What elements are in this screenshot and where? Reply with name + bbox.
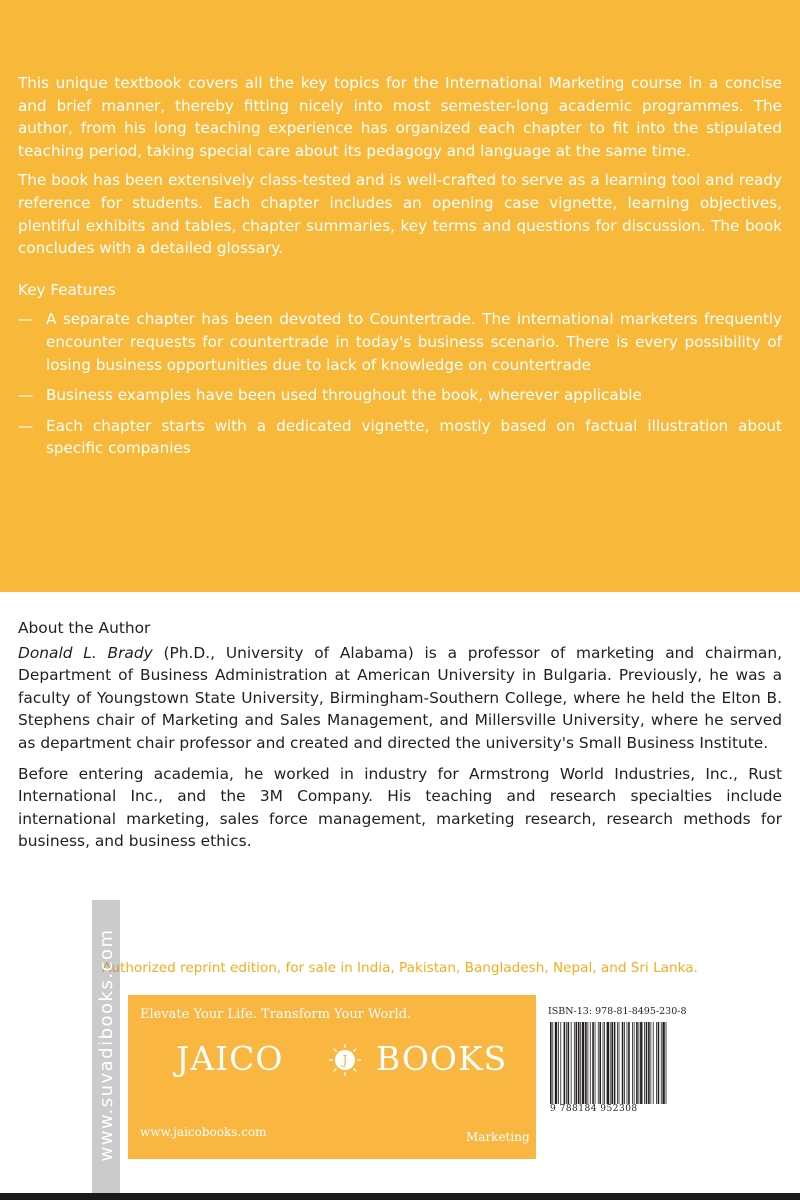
- author-bio-paragraph-1: [18, 642, 782, 755]
- barcode-bar: [619, 1022, 620, 1104]
- barcode-digits: 9 788184 952308: [550, 1104, 638, 1114]
- brand-word-right: BOOKS: [376, 1039, 508, 1078]
- barcode-bar: [610, 1022, 611, 1104]
- isbn-label: ISBN-13: 978-81-8495-230-8: [548, 1006, 687, 1017]
- barcode-bar: [576, 1022, 578, 1104]
- barcode-bar: [571, 1022, 572, 1104]
- barcode-bar: [607, 1022, 609, 1104]
- dash-bullet: —: [18, 310, 34, 329]
- dash-bullet: —: [18, 386, 34, 405]
- description-paragraph-1: This unique textbook covers all the key topics for the International Marketing course in a concise and brief manner, thereby fitting nicely into most semester-long academic programmes. The author, from his long teaching experience has organized each chapter to fit into the stipulated teaching period, taking special care about its pedagogy and language at the same time.: [18, 74, 782, 160]
- barcode-bar: [634, 1022, 635, 1104]
- barcode-bar: [611, 1022, 613, 1104]
- barcode-bar: [587, 1022, 588, 1104]
- barcode-bar: [574, 1022, 575, 1104]
- feature-text: Business examples have been used throughout the book, wherever applicable: [46, 386, 642, 405]
- barcode-bar: [592, 1022, 594, 1104]
- description-panel: [0, 0, 800, 592]
- brand-word-left: JAICO: [176, 1039, 284, 1078]
- barcode-bar: [632, 1022, 633, 1104]
- bottom-edge-bar: [0, 1193, 800, 1200]
- reprint-notice: Authorized reprint edition, for sale in India, Pakistan, Bangladesh, Nepal, and Sri Lanka.: [102, 960, 698, 976]
- publisher-website: www.jaicobooks.com: [140, 1125, 267, 1139]
- key-features-heading: Key Features: [18, 280, 116, 299]
- barcode-bar: [582, 1022, 584, 1104]
- logo-letter: J: [342, 1053, 348, 1069]
- barcode-bar: [555, 1022, 557, 1104]
- barcode-bar: [564, 1022, 566, 1104]
- feature-text: Each chapter starts with a dedicated vignette, mostly based on factual illustration about specific companies: [46, 416, 782, 458]
- barcode-bar: [550, 1022, 552, 1104]
- barcode-bar: [662, 1022, 664, 1104]
- barcode-icon: [550, 1022, 668, 1104]
- dash-bullet: —: [18, 416, 34, 435]
- barcode-bar: [566, 1022, 567, 1104]
- barcode-bar: [646, 1022, 648, 1104]
- barcode-bar: [603, 1022, 604, 1104]
- barcode-bar: [627, 1022, 628, 1104]
- barcode-bar: [648, 1022, 650, 1104]
- author-name: Donald L. Brady: [18, 643, 153, 662]
- barcode-bar: [568, 1022, 570, 1104]
- barcode-bar: [595, 1022, 596, 1104]
- author-bio-paragraph-2: Before entering academia, he worked in industry for Armstrong World Industries, Inc., Rust International Inc., and the 3M Company. His teaching and research specialties include international marketing, sales force management, marketing research, research methods for business, and business ethics.: [18, 764, 782, 851]
- barcode-bar: [666, 1022, 667, 1104]
- barcode-bar: [598, 1022, 599, 1104]
- barcode-bar: [585, 1022, 587, 1104]
- about-author-heading: About the Author: [18, 619, 151, 637]
- barcode-bar: [622, 1022, 624, 1104]
- barcode-bar: [656, 1022, 657, 1104]
- barcode-bar: [624, 1022, 625, 1104]
- description-paragraph-2: The book has been extensively class-tested and is well-crafted to serve as a learning tool and ready reference for students. Each chapter includes an opening case vignette, learning objectives, plentiful exhibits and tables, chapter summaries, key terms and questions for discussion. The book concludes with a detailed glossary.: [18, 171, 782, 258]
- watermark-strip: [92, 900, 120, 1200]
- barcode-bar: [653, 1022, 654, 1104]
- barcode-bar: [661, 1022, 662, 1104]
- barcode-bar: [590, 1022, 591, 1104]
- sun-logo-icon: [328, 1043, 362, 1077]
- barcode-area: [536, 1000, 687, 1120]
- barcode-bar: [658, 1022, 660, 1104]
- feature-item: [18, 415, 782, 460]
- barcode-bar: [614, 1022, 616, 1104]
- publisher-tagline: Elevate Your Life. Transform Your World.: [140, 1007, 412, 1022]
- barcode-bar: [650, 1022, 651, 1104]
- barcode-bar: [578, 1022, 580, 1104]
- feature-item: [18, 308, 782, 376]
- watermark-text: www.suvadibooks.com: [96, 928, 117, 1162]
- barcode-bar: [560, 1022, 561, 1104]
- barcode-bar: [617, 1022, 618, 1104]
- author-bio-text: (Ph.D., University of Alabama) is a professor of marketing and chairman, Department of Business Administration at American University in Bulgaria. Previously, he was a faculty of Youngstown State University, Birmingham-Southern College, where he held the Elton B. Stephens chair of Marketing and Sales Management, and Millersville University, where he served as department chair professor and created and directed the university's Small Business Institute.: [18, 643, 782, 752]
- feature-text: A separate chapter has been devoted to Countertrade. The international marketers frequently encounter requests for countertrade in today's business scenario. There is every possibility of losing business opportunities due to lack of knowledge on countertrade: [46, 310, 782, 374]
- feature-item: [18, 384, 782, 407]
- book-description: [18, 72, 782, 468]
- book-category: Marketing: [466, 1130, 530, 1144]
- about-author-section: [18, 617, 782, 861]
- barcode-bar: [580, 1022, 581, 1104]
- publisher-brand: [128, 1039, 536, 1089]
- barcode-bar: [599, 1022, 601, 1104]
- barcode-bar: [628, 1022, 630, 1104]
- barcode-bar: [558, 1022, 559, 1104]
- barcode-bar: [640, 1022, 642, 1104]
- barcode-bar: [604, 1022, 605, 1104]
- barcode-bar: [552, 1022, 553, 1104]
- barcode-bar: [636, 1022, 638, 1104]
- barcode-bar: [639, 1022, 640, 1104]
- barcode-bar: [644, 1022, 645, 1104]
- publisher-logo-box: [128, 995, 536, 1159]
